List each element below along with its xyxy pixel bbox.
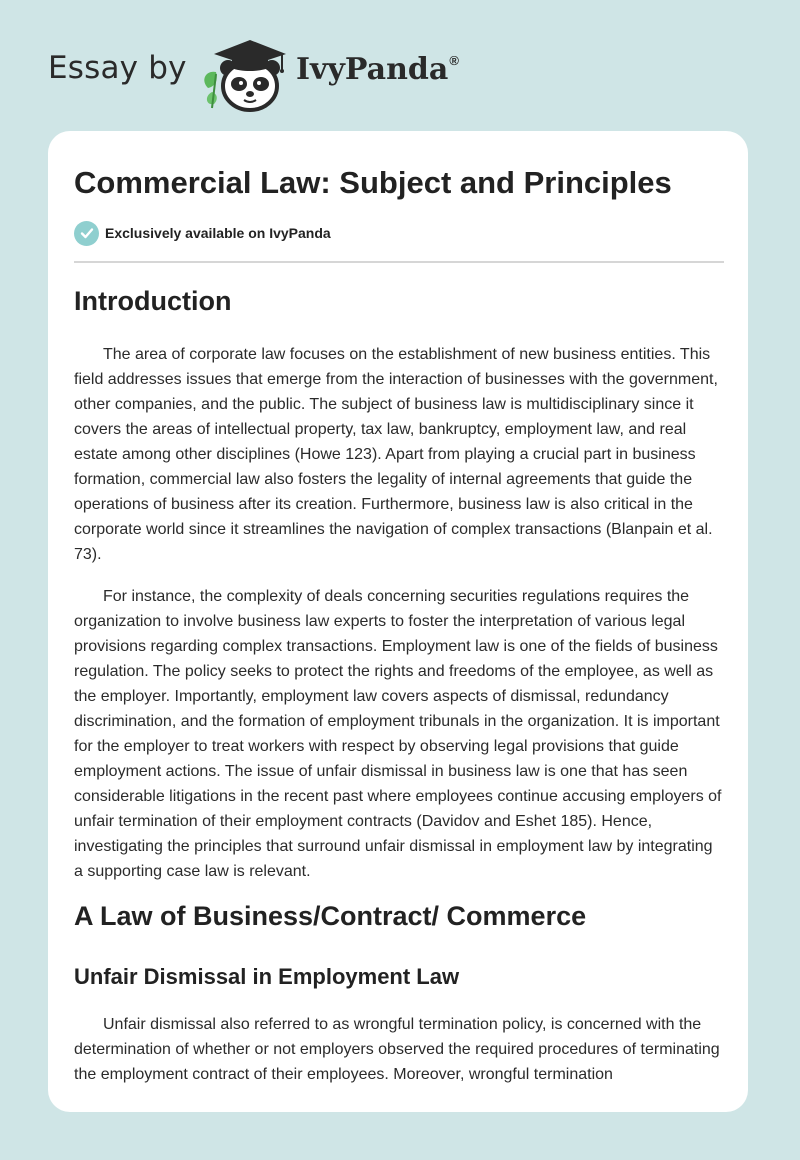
paragraph: For instance, the complexity of deals concerning securities regulations requires the organization to involve business law experts to foster the interpretation of various legal provisions regarding complex transactions. Employment law is one of the fields of business regulation. The policy seeks to protect the rights and freedoms of the employee, as well as the employer. Importantly, employment law covers aspects of dismissal, redundancy discrimination, and the formation of employment tribunals in the organization. It is important for the employer to treat workers with respect by observing legal provisions that guide employment actions. The issue of unfair dismissal in business law is one that has seen considerable litigations in the recent past where employees continue accusing employers of unfair termination of their employment contracts (Davidov and Eshet 185). Hence, investigating the principles that surround unfair dismissal in employment law by integrating a supporting case law is relevant. xyxy=(74,588,722,880)
checkmark-icon xyxy=(80,226,94,240)
title-divider xyxy=(74,261,724,263)
section-heading-introduction: Introduction xyxy=(74,286,232,316)
site-header xyxy=(0,0,800,120)
exclusive-badge xyxy=(74,220,331,246)
panda-logo-icon[interactable] xyxy=(198,34,294,112)
essay-by-label: Essay by xyxy=(48,50,187,86)
registered-mark: ® xyxy=(449,53,459,68)
article-title: Commercial Law: Subject and Principles xyxy=(74,165,672,200)
subsection-heading-unfair-dismissal: Unfair Dismissal in Employment Law xyxy=(74,964,460,989)
paragraph: The area of corporate law focuses on the establishment of new business entities. This field addresses issues that emerge from the interaction of businesses with the government, other companies, and the public. The subject of business law is multidisciplinary since it covers the areas of intellectual property, tax law, bankruptcy, employment law, and real estate among other disciplines (Howe 123). Apart from playing a crucial part in business formation, commercial law also fosters the legality of internal agreements that guide the operations of business after its creation. Furthermore, business law is also critical in the corporate world since it streamlines the navigation of complex transactions (Blanpain et al. 73). xyxy=(74,346,718,563)
section-heading-law-of-business: A Law of Business/Contract/ Commerce xyxy=(74,901,587,931)
article-card xyxy=(48,131,748,1112)
check-circle-icon xyxy=(74,221,99,246)
paragraph: Unfair dismissal also referred to as wrongful termination policy, is concerned with the determination of whether or not employers observed the required procedures of terminating the employment contract of their employees. Moreover, wrongful termination xyxy=(74,1016,720,1083)
exclusive-badge-text: Exclusively available on IvyPanda xyxy=(105,225,331,241)
brand-label: IvyPanda xyxy=(296,52,449,87)
brand-name[interactable] xyxy=(296,52,459,87)
